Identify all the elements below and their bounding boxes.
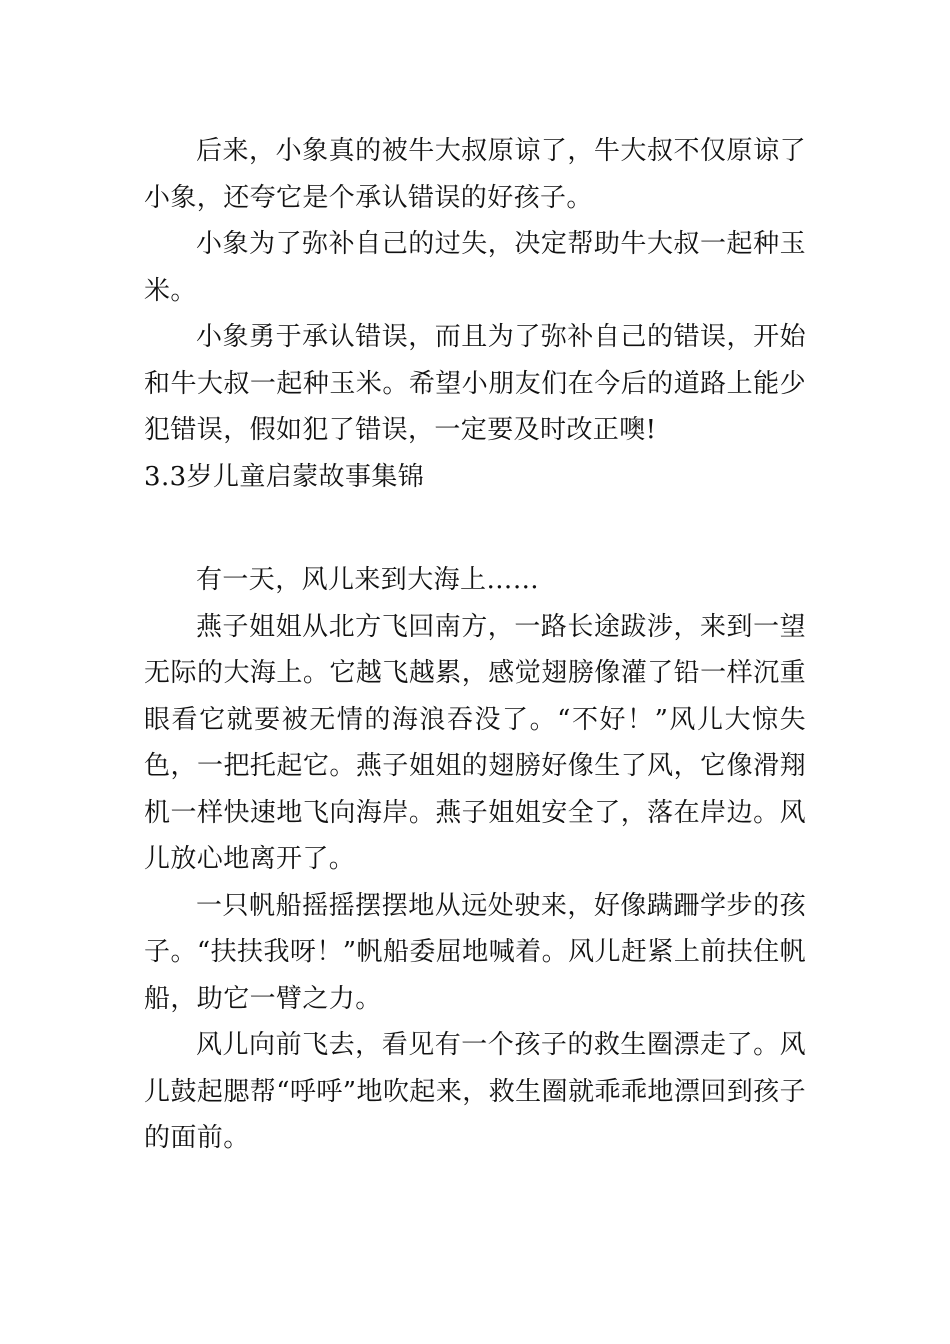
paragraph: 有一天，风儿来到大海上…… xyxy=(196,565,540,595)
paragraph: 后来，小象真的被牛大叔原谅了，牛大叔不仅原谅了小象，还夸它是个承认错误的好孩子。 xyxy=(144,136,806,213)
blank-line xyxy=(144,500,806,557)
paragraph: 一只帆船摇摇摆摆地从远处驶来，好像蹒跚学步的孩子。“扶扶我呀！”帆船委屈地喊着。风儿赶紧上前扶住帆船，助它一臂之力。 xyxy=(144,890,806,1014)
document-body xyxy=(144,128,806,1162)
paragraph: 风儿向前飞去，看见有一个孩子的救生圈漂走了。风儿鼓起腮帮“呼呼”地吹起来，救生圈就乖乖地漂回到孩子的面前。 xyxy=(144,1030,806,1153)
paragraph: 小象勇于承认错误，而且为了弥补自己的错误，开始和牛大叔一起种玉米。希望小朋友们在今后的道路上能少犯错误，假如犯了错误，一定要及时改正噢! xyxy=(144,322,806,445)
section-heading: 3.3岁儿童启蒙故事集锦 xyxy=(144,461,425,492)
paragraph: 燕子姐姐从北方飞回南方，一路长途跋涉，来到一望无际的大海上。它越飞越累，感觉翅膀像灌了铅一样沉重眼看它就要被无情的海浪吞没了。“不好！”风儿大惊失色，一把托起它。燕子姐姐的翅膀好像生了风，它像滑翔机一样快速地飞向海岸。燕子姐姐安全了，落在岸边。风儿放心地离开了。 xyxy=(144,611,806,874)
paragraph: 小象为了弥补自己的过失，决定帮助牛大叔一起种玉米。 xyxy=(144,229,806,306)
